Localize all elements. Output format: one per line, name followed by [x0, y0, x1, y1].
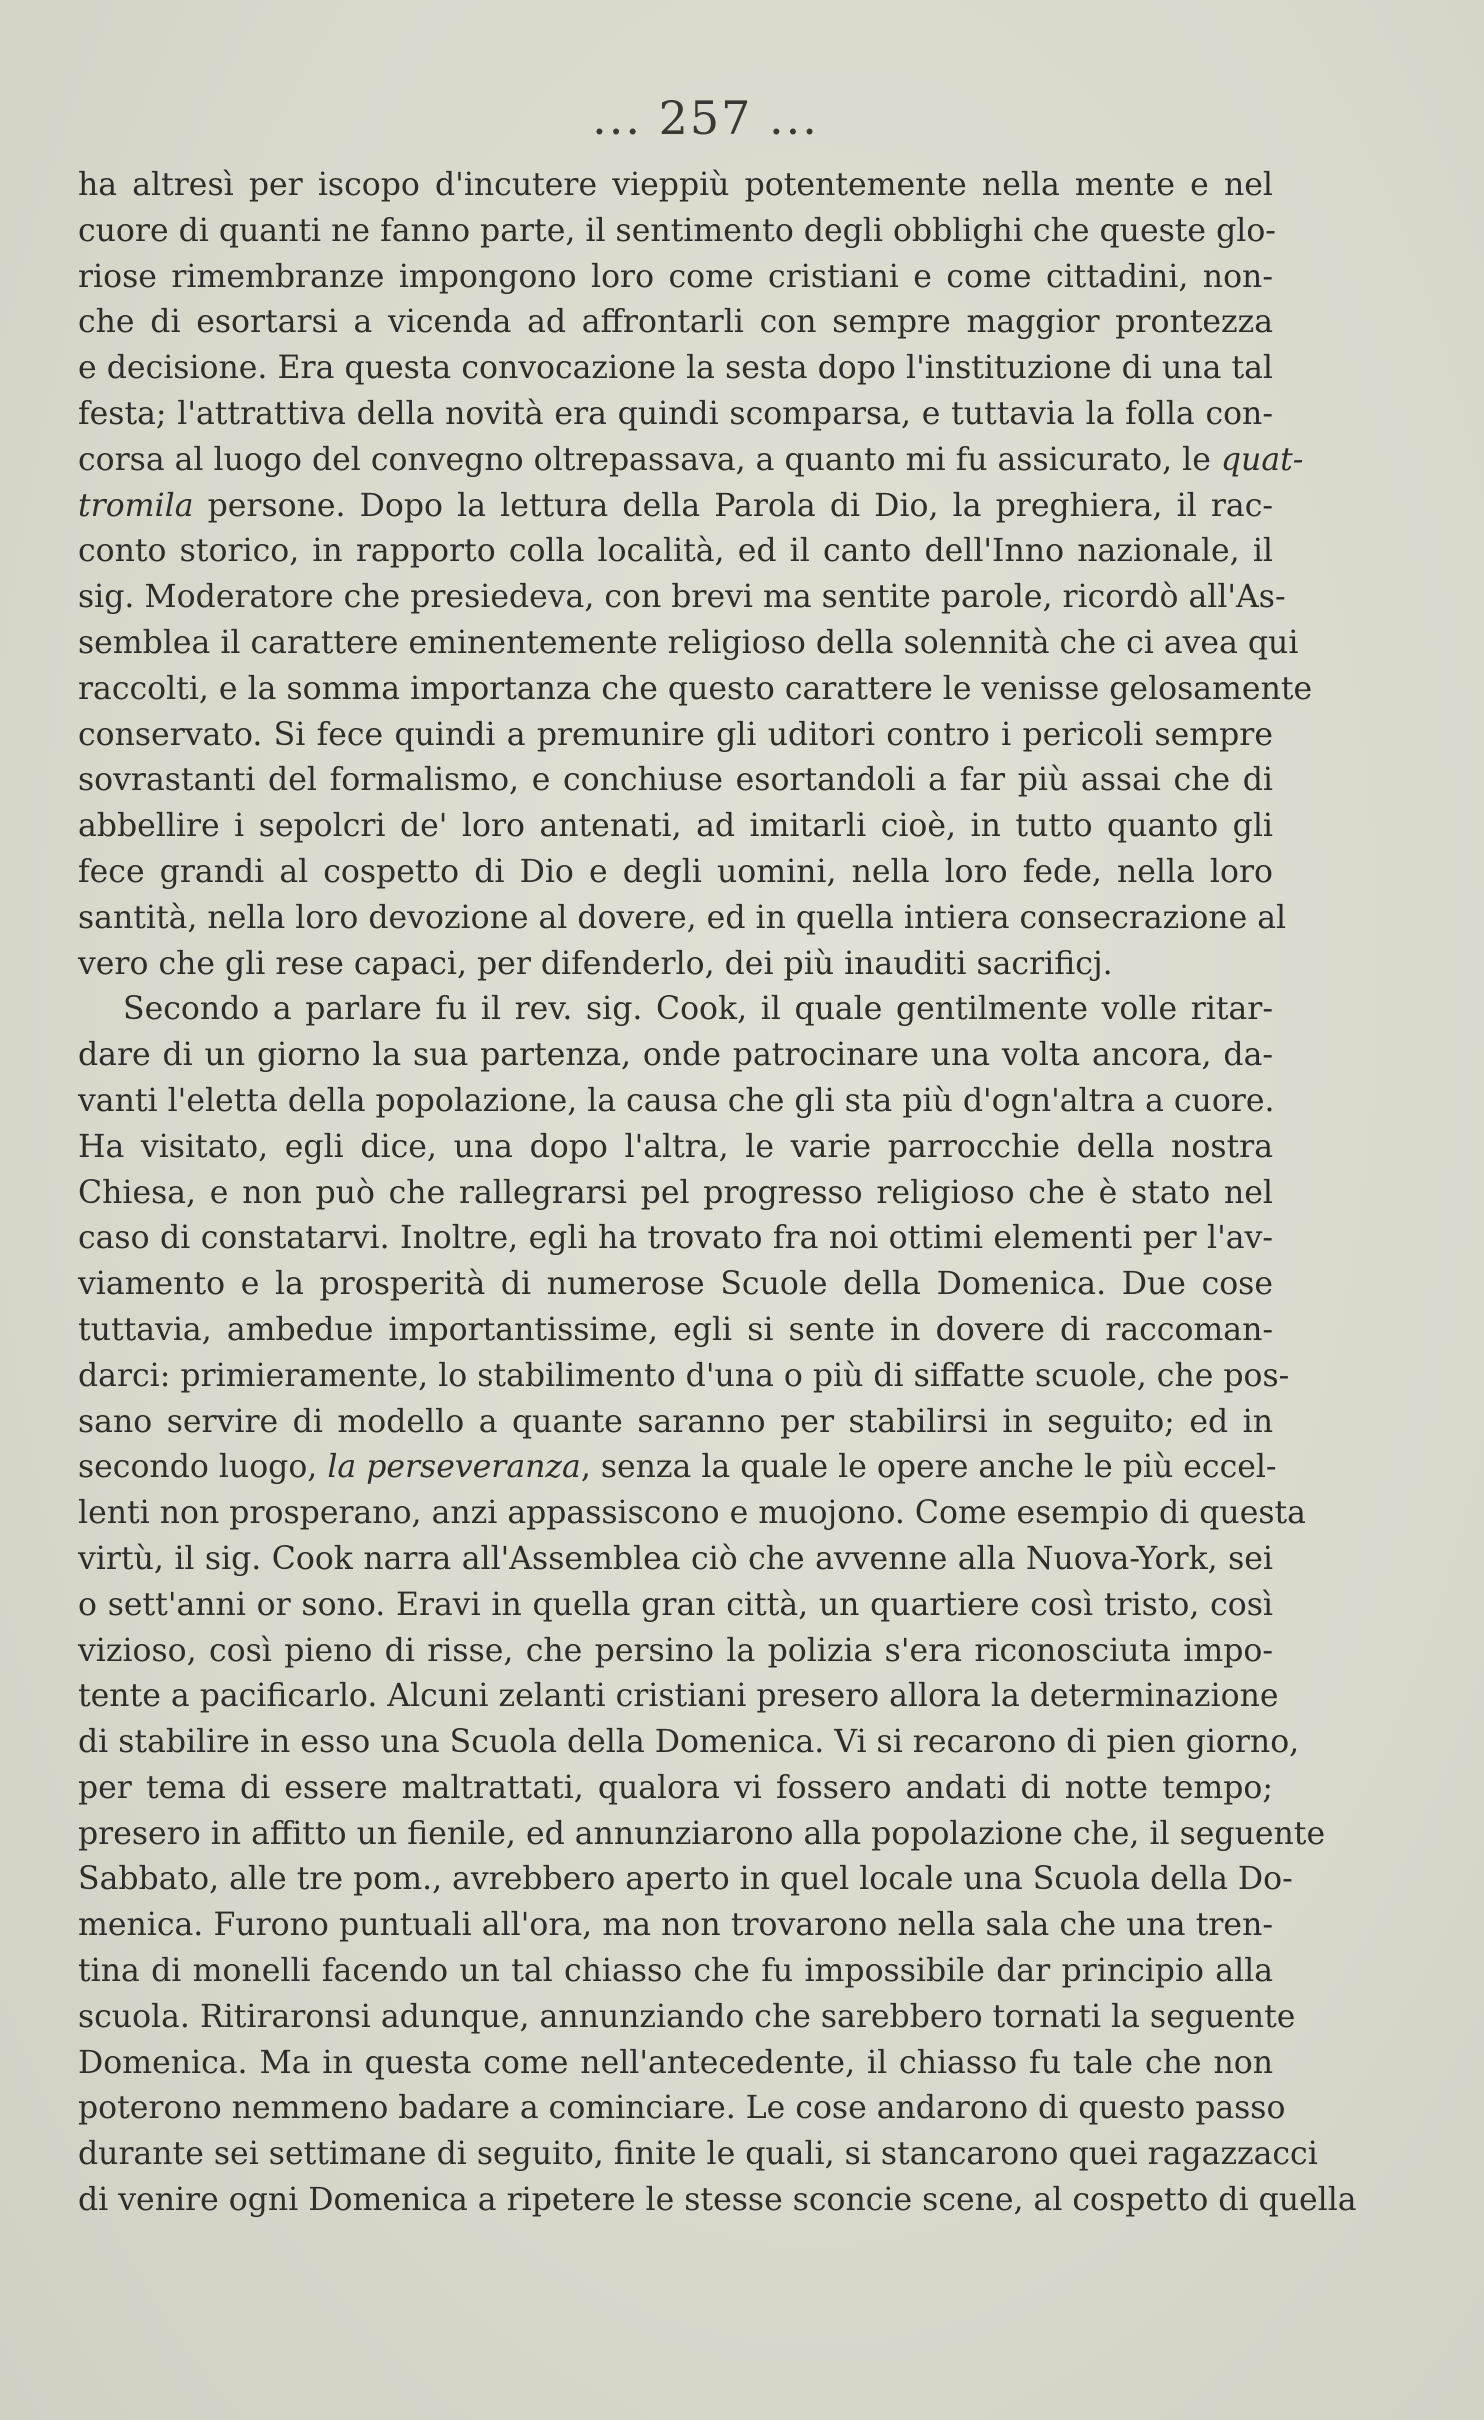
text-line: conservato. Si fece quindi a premunire gli uditori contro i pericoli sempre: [78, 716, 1273, 753]
text-line: sano servire di modello a quante saranno per stabilirsi in seguito; ed in: [78, 1403, 1273, 1440]
text-line: Ha visitato, egli dice, una dopo l'altra, le varie parrocchie della nostra: [78, 1128, 1273, 1165]
page-number: ... 257 ...: [592, 91, 819, 145]
text-line: vizioso, così pieno di risse, che persino la polizia s'era riconosciuta impo-: [78, 1632, 1273, 1669]
text-line: di stabilire in esso una Scuola della Domenica. Vi si recarono di pien giorno,: [78, 1724, 1300, 1761]
text-line: santità, nella loro devozione al dovere, ed in quella intiera consecrazione al: [78, 899, 1287, 936]
text-line: [78, 484, 1273, 530]
text-line: sovrastanti del formalismo, e conchiuse esortandoli a far più assai che di: [78, 762, 1273, 799]
text-line: sig. Moderatore che presiedeva, con brevi ma sentite parole, ricordò all'As-: [78, 579, 1286, 616]
text-line: Secondo a parlare fu il rev. sig. Cook, il quale gentilmente volle ritar-: [123, 991, 1273, 1028]
italic-text: la perseveranza: [327, 1449, 581, 1486]
italic-text: quat-: [1220, 441, 1304, 478]
text-line: che di esortarsi a vicenda ad affrontarli con sempre maggior prontezza: [78, 304, 1273, 341]
text-line: fece grandi al cospetto di Dio e degli uomini, nella loro fede, nella loro: [78, 853, 1273, 890]
text-line: semblea il carattere eminentemente religioso della solennità che ci avea qui: [78, 624, 1299, 661]
text-line: di venire ogni Domenica a ripetere le stesse sconcie scene, al cospetto di quella: [78, 2182, 1357, 2219]
text-segment: , senza la quale le opere anche le più eccel-: [580, 1449, 1277, 1486]
text-segment: corsa al luogo del convegno oltrepassava, a quanto mi fu assicurato, le: [78, 441, 1211, 478]
text-segment: persone. Dopo la lettura della Parola di Dio, la preghiera, il rac-: [207, 487, 1273, 524]
text-line: e decisione. Era questa convocazione la sesta dopo l'instituzione di una tal: [78, 350, 1273, 387]
text-line: festa; l'attrattiva della novità era quindi scomparsa, e tuttavia la folla con-: [78, 395, 1273, 432]
text-segment: secondo luogo,: [78, 1449, 318, 1486]
text-line: tente a pacificarlo. Alcuni zelanti cristiani presero allora la determinazione: [78, 1678, 1279, 1715]
text-line: menica. Furono puntuali all'ora, ma non trovarono nella sala che una tren-: [78, 1907, 1273, 1944]
text-line: per tema di essere maltrattati, qualora vi fossero andati di notte tempo;: [78, 1769, 1273, 1806]
text-line: dare di un giorno la sua partenza, onde patrocinare una volta ancora, da-: [78, 1037, 1273, 1074]
paragraph-1: [78, 163, 1313, 987]
text-line: riose rimembranze impongono loro come cristiani e come cittadini, non-: [78, 258, 1273, 295]
text-line: vero che gli rese capaci, per difenderlo, dei più inauditi sacrificj.: [78, 945, 1113, 982]
text-line: presero in affitto un fienile, ed annunziarono alla popolazione che, il seguente: [78, 1815, 1326, 1852]
text-line: conto storico, in rapporto colla località, ed il canto dell'Inno nazionale, il: [78, 533, 1273, 570]
text-line: caso di constatarvi. Inoltre, egli ha trovato fra noi ottimi elementi per l'av-: [78, 1220, 1273, 1257]
text-line: raccolti, e la somma importanza che questo carattere le venisse gelosamente: [78, 670, 1313, 707]
text-line: abbellire i sepolcri de' loro antenati, ad imitarli cioè, in tutto quanto gli: [78, 808, 1273, 845]
text-line: o sett'anni or sono. Eravi in quella gran città, un quartiere così tristo, così: [78, 1586, 1273, 1623]
text-line: poterono nemmeno badare a cominciare. Le cose andarono di questo passo: [78, 2090, 1286, 2127]
text-line: darci: primieramente, lo stabilimento d'una o più di siffatte scuole, che pos-: [78, 1357, 1290, 1394]
text-line: Domenica. Ma in questa come nell'antecedente, il chiasso fu tale che non: [78, 2044, 1273, 2081]
text-line: Sabbato, alle tre pom., avrebbero aperto in quel locale una Scuola della Do-: [78, 1861, 1293, 1898]
text-line: Chiesa, e non può che rallegrarsi pel progresso religioso che è stato nel: [78, 1174, 1273, 1211]
italic-text: tromila: [78, 487, 194, 524]
text-line: vanti l'eletta della popolazione, la causa che gli sta più d'ogn'altra a cuore.: [78, 1082, 1275, 1119]
text-line: cuore di quanti ne fanno parte, il sentimento degli obblighi che queste glo-: [78, 212, 1276, 249]
text-line: scuola. Ritiraronsi adunque, annunziando che sarebbero tornati la seguente: [78, 1998, 1296, 2035]
text-line: [78, 438, 1304, 484]
text-line: lenti non prosperano, anzi appassiscono e muojono. Come esempio di questa: [78, 1495, 1306, 1532]
text-line: virtù, il sig. Cook narra all'Assemblea ciò che avvenne alla Nuova-York, sei: [78, 1540, 1273, 1577]
text-line: viamento e la prosperità di numerose Scuole della Domenica. Due cose: [78, 1266, 1273, 1303]
text-line: durante sei settimane di seguito, finite le quali, si stancarono quei ragazzacci: [78, 2136, 1318, 2173]
text-line: tuttavia, ambedue importantissime, egli si sente in dovere di raccoman-: [78, 1311, 1273, 1348]
paragraph-2: [78, 987, 1357, 2224]
text-line: [78, 1445, 1277, 1491]
text-line: ha altresì per iscopo d'incutere vieppiù potentemente nella mente e nel: [78, 167, 1273, 203]
text-line: tina di monelli facendo un tal chiasso che fu impossibile dar principio alla: [78, 1953, 1273, 1990]
document-page: [78, 91, 1357, 2224]
